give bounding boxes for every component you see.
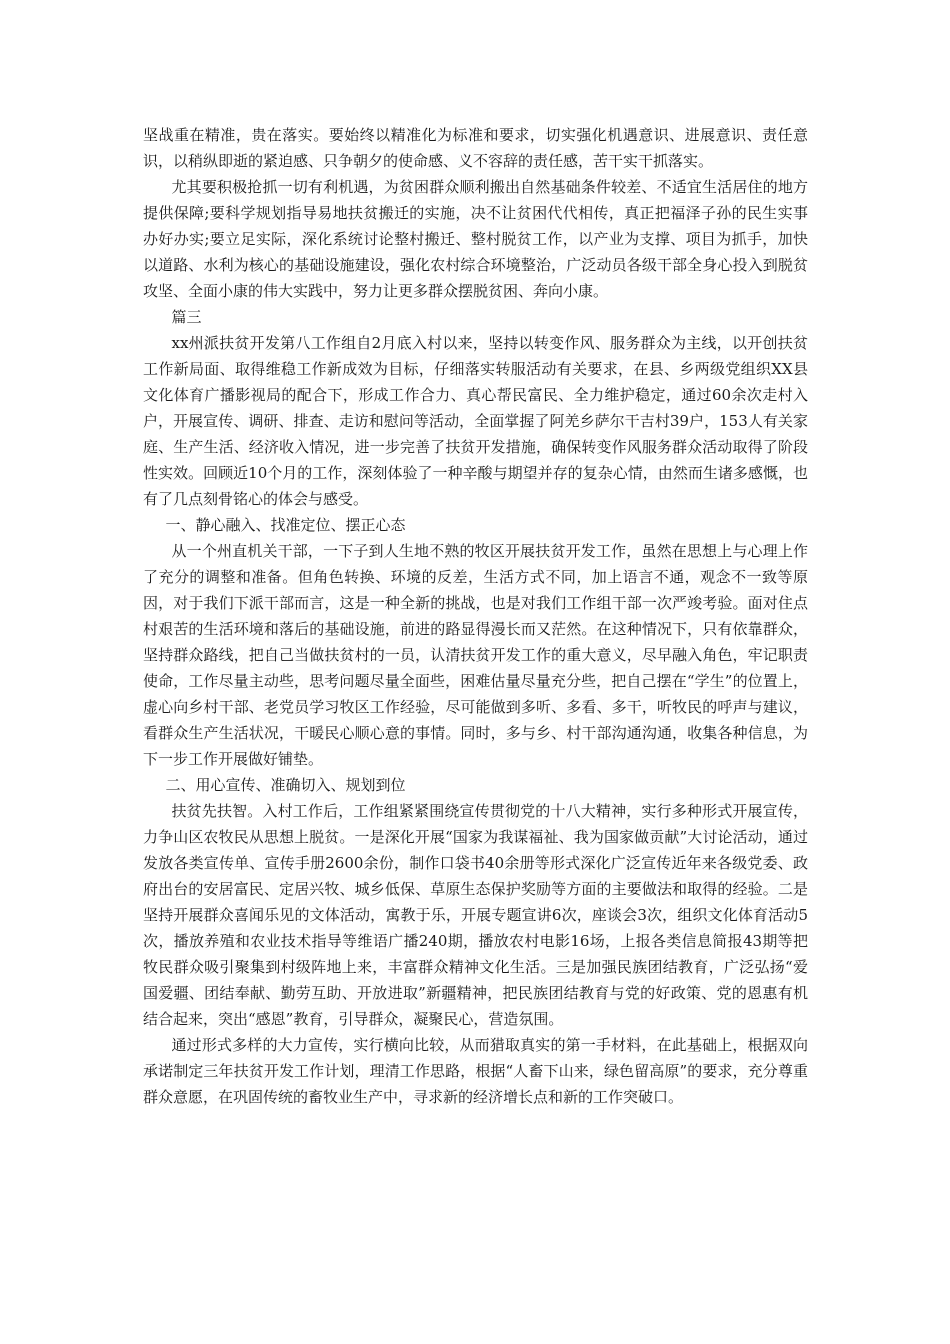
paragraph-section-two-body: 扶贫先扶智。入村工作后，工作组紧紧围绕宣传贯彻党的十八大精神，实行多种形式开展宣传，力争山区农牧民从思想上脱贫。一是深化开展“国家为我谋福祉、我为国家做贡献”大讨论活动，通过发放各类宣传单、宣传手册2600余份，制作口袋书40余册等形式深化广泛宣传近年来各级党委、政府出台的安居富民、定居兴牧、城乡低保、草原生态保护奖励等方面的主要做法和取得的经验。二是坚持开展群众喜闻乐见的文体活动，寓教于乐，开展专题宣讲6次，座谈会3次，组织文化体育活动5次，播放养殖和农业技术指导等维语广播240期，播放农村电影16场，上报各类信息简报43期等把牧民群众吸引聚集到村级阵地上来，丰富群众精神文化生活。三是加强民族团结教育，广泛弘扬“爱国爱疆、团结奉献、勤劳互助、开放进取”新疆精神，把民族团结教育与党的好政策、党的恩惠有机结合起来，突出“感恩”教育，引导群众，凝聚民心，营造氛围。 — [143, 802, 808, 1028]
section-title-one: 一、静心融入、找准定位、摆正心态 — [165, 516, 406, 534]
document-page — [143, 122, 808, 1110]
section-heading-part-three: 篇三 — [171, 308, 202, 326]
paragraph-opening: 坚战重在精准，贵在落实。要始终以精准化为标准和要求，切实强化机遇意识、进展意识、责任意识，以稍纵即逝的紧迫感、只争朝夕的使命感、义不容辞的责任感，苦干实干抓落实。 — [143, 126, 808, 170]
paragraph-relocation: 尤其要积极抢抓一切有利机遇，为贫困群众顺利搬出自然基础条件较差、不适宜生活居住的地方提供保障;要科学规划指导易地扶贫搬迁的实施，决不让贫困代代相传，真正把福泽子孙的民生实事办好办实;要立足实际，深化系统讨论整村搬迁、整村脱贫工作，以产业为支撑、项目为抓手，加快以道路、水利为核心的基础设施建设，强化农村综合环境整治，广泛动员各级干部全身心投入到脱贫攻坚、全面小康的伟大实践中，努力让更多群众摆脱贫困、奔向小康。 — [143, 178, 808, 300]
paragraph-work-team-intro: xx州派扶贫开发第八工作组自2月底入村以来，坚持以转变作风、服务群众为主线，以开创扶贫工作新局面、取得维稳工作新成效为目标，仔细落实转服活动有关要求，在县、乡两级党组织XX县文化体育广播影视局的配合下，形成工作合力、真心帮民富民、全力维护稳定，通过60余次走村入户，开展宣传、调研、排查、走访和慰问等活动，全面掌握了阿羌乡萨尔干吉村39户，153人有关家庭、生产生活、经济收入情况，进一步完善了扶贫开发措施，确保转变作风服务群众活动取得了阶段性实效。回顾近10个月的工作，深刻体验了一种辛酸与期望并存的复杂心情，由然而生诸多感慨，也有了几点刻骨铭心的体会与感受。 — [143, 334, 808, 508]
paragraph-section-one-body: 从一个州直机关干部，一下子到人生地不熟的牧区开展扶贫开发工作，虽然在思想上与心理上作了充分的调整和准备。但角色转换、环境的反差，生活方式不同，加上语言不通，观念不一致等原因，对于我们下派干部而言，这是一种全新的挑战，也是对我们工作组干部一次严竣考验。面对住点村艰苦的生活环境和落后的基础设施，前进的路显得漫长而又茫然。在这种情况下，只有依靠群众，坚持群众路线，把自己当做扶贫村的一员，认清扶贫开发工作的重大意义，尽早融入角色，牢记职责使命，工作尽量主动些，思考问题尽量全面些，困难估量尽量充分些，把自己摆在“学生”的位置上，虚心向乡村干部、老党员学习牧区工作经验，尽可能做到多听、多看、多干，听牧民的呼声与建议，看群众生产生活状况，干暖民心顺心意的事情。同时，多与乡、村干部沟通沟通，收集各种信息，为下一步工作开展做好铺垫。 — [143, 542, 808, 768]
paragraph-planning: 通过形式多样的大力宣传，实行横向比较，从而猎取真实的第一手材料，在此基础上，根据双向承诺制定三年扶贫开发工作计划，理清工作思路，根据“人畜下山来，绿色留高原”的要求，充分尊重群众意愿，在巩固传统的畜牧业生产中，寻求新的经济增长点和新的工作突破口。 — [143, 1036, 808, 1106]
section-title-two: 二、用心宣传、准确切入、规划到位 — [165, 776, 406, 794]
